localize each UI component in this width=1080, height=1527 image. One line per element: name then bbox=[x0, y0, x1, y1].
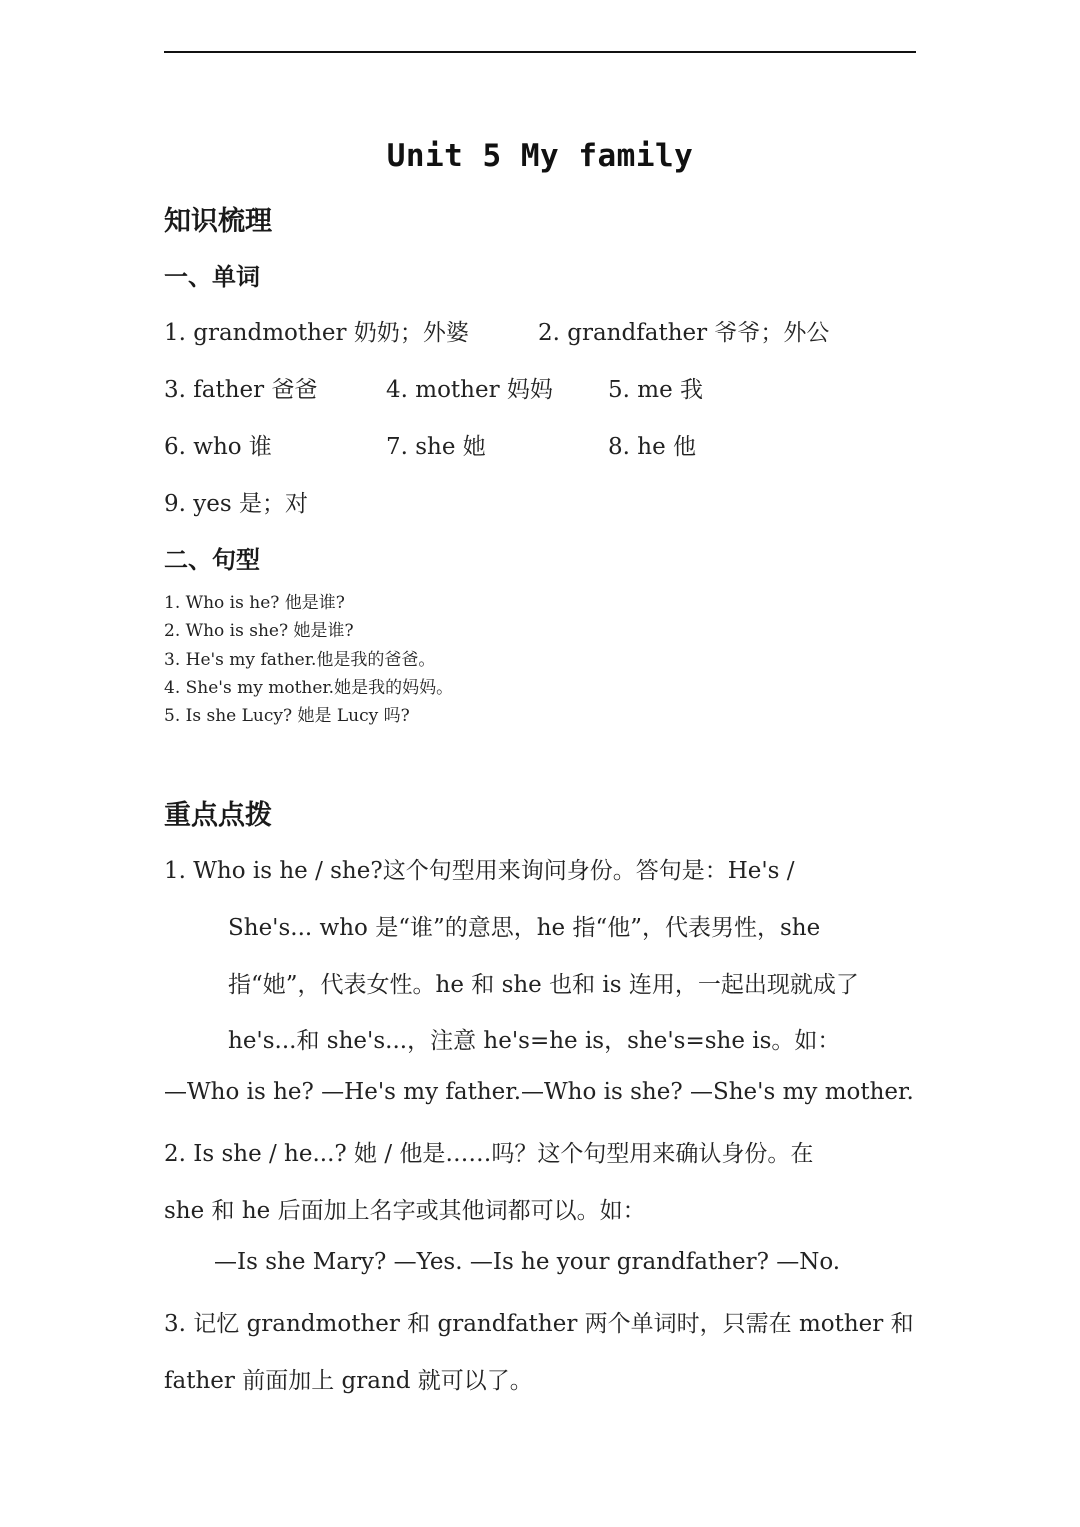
vocab-heading: 一、单词 bbox=[164, 263, 260, 291]
key-point-line: she 和 he 后面加上名字或其他词都可以。如： bbox=[164, 1198, 646, 1224]
vocab-item: 8. he 他 bbox=[608, 434, 696, 460]
sentence-item: 3. He's my father.他是我的爸爸。 bbox=[164, 650, 436, 670]
key-point-line: —Is she Mary? —Yes. —Is he your grandfather? —No. bbox=[214, 1249, 841, 1275]
sentence-item: 5. Is she Lucy? 她是 Lucy 吗? bbox=[164, 706, 410, 726]
header-rule bbox=[164, 51, 916, 53]
vocab-item: 6. who 谁 bbox=[164, 434, 272, 460]
sentence-heading: 二、句型 bbox=[164, 546, 260, 574]
key-point-line: 指“她”，代表女性。he 和 she 也和 is 连用，一起出现就成了 bbox=[228, 972, 859, 998]
sentence-item: 4. She's my mother.她是我的妈妈。 bbox=[164, 678, 454, 698]
vocab-item: 1. grandmother 奶奶；外婆 bbox=[164, 320, 469, 346]
vocab-item: 2. grandfather 爷爷；外公 bbox=[538, 320, 830, 346]
vocab-item: 7. she 她 bbox=[386, 434, 486, 460]
section-heading-knowledge: 知识梳理 bbox=[164, 206, 272, 237]
page-title: Unit 5 My family bbox=[386, 138, 694, 174]
key-point-line: he's...和 she's...，注意 he's=he is，she's=she is。如： bbox=[228, 1028, 841, 1054]
vocab-item: 9. yes 是；对 bbox=[164, 491, 308, 517]
sentence-item: 2. Who is she? 她是谁? bbox=[164, 621, 354, 641]
key-point-line: She's... who 是“谁”的意思，he 指“他”，代表男性，she bbox=[228, 915, 821, 941]
vocab-item: 3. father 爸爸 bbox=[164, 377, 318, 403]
sentence-item: 1. Who is he? 他是谁? bbox=[164, 593, 345, 613]
key-point-line: 2. Is she / he...? 她 / 他是……吗？这个句型用来确认身份。在 bbox=[164, 1141, 814, 1167]
key-point-line: —Who is he? —He's my father.—Who is she? —She's my mother. bbox=[164, 1079, 914, 1105]
vocab-item: 4. mother 妈妈 bbox=[386, 377, 553, 403]
vocab-item: 5. me 我 bbox=[608, 377, 703, 403]
section-heading-key-points: 重点点拨 bbox=[164, 800, 272, 831]
key-point-line: 1. Who is he / she?这个句型用来询问身份。答句是：He's / bbox=[164, 858, 795, 884]
key-point-line: 3. 记忆 grandmother 和 grandfather 两个单词时，只需在 mother 和 bbox=[164, 1311, 914, 1337]
key-point-line: father 前面加上 grand 就可以了。 bbox=[164, 1368, 533, 1394]
